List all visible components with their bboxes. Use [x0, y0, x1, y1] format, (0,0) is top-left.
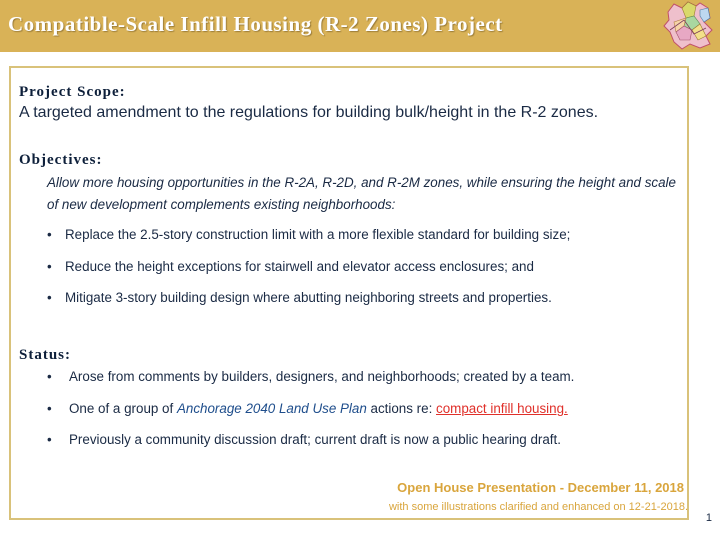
project-scope-heading: Project Scope:	[19, 84, 126, 100]
status-bullet-text	[69, 401, 568, 416]
objective-bullet-text: Replace the 2.5-story construction limit with a more flexible standard for building size;	[65, 227, 571, 242]
status-heading: Status:	[19, 347, 72, 363]
status-bullet-text: Arose from comments by builders, designers, and neighborhoods; created by a team.	[69, 369, 575, 384]
slide-title: Compatible-Scale Infill Housing (R-2 Zones) Project	[8, 12, 503, 36]
presentation-date: Open House Presentation - December 11, 2018	[397, 480, 684, 495]
project-scope-text: A targeted amendment to the regulations for building bulk/height in the R-2 zones.	[19, 104, 599, 121]
status-bullet-prefix: One of a group of	[69, 401, 177, 416]
status-bullet-mid: actions re:	[366, 401, 437, 416]
bullet-icon: •	[47, 401, 52, 416]
objectives-intro: Allow more housing opportunities in the R-2A, R-2D, and R-2M zones, while ensuring the height and scale of new development complements existing neighborhoods:	[47, 175, 676, 212]
objectives-heading: Objectives:	[19, 152, 103, 168]
bullet-icon: •	[47, 227, 52, 242]
revision-note: with some illustrations clarified and enhanced on 12-21-2018.	[388, 501, 688, 513]
status-bullet-text: Previously a community discussion draft; current draft is now a public hearing draft.	[69, 432, 561, 447]
compact-infill-housing-link[interactable]: compact infill housing.	[436, 401, 568, 416]
title-bar	[0, 0, 720, 52]
anchorage-map-logo-icon	[660, 0, 720, 52]
objective-bullet-text: Reduce the height exceptions for stairwell and elevator access enclosures; and	[65, 259, 534, 274]
logo-box	[660, 0, 720, 52]
land-use-plan-link[interactable]: Anchorage 2040 Land Use Plan	[176, 401, 367, 416]
bullet-icon: •	[47, 369, 52, 384]
bullet-icon: •	[47, 290, 52, 305]
bullet-icon: •	[47, 259, 52, 274]
bullet-icon: •	[47, 432, 52, 447]
page-number: 1	[705, 512, 712, 524]
objective-bullet-text: Mitigate 3-story building design where abutting neighboring streets and properties.	[65, 290, 552, 305]
